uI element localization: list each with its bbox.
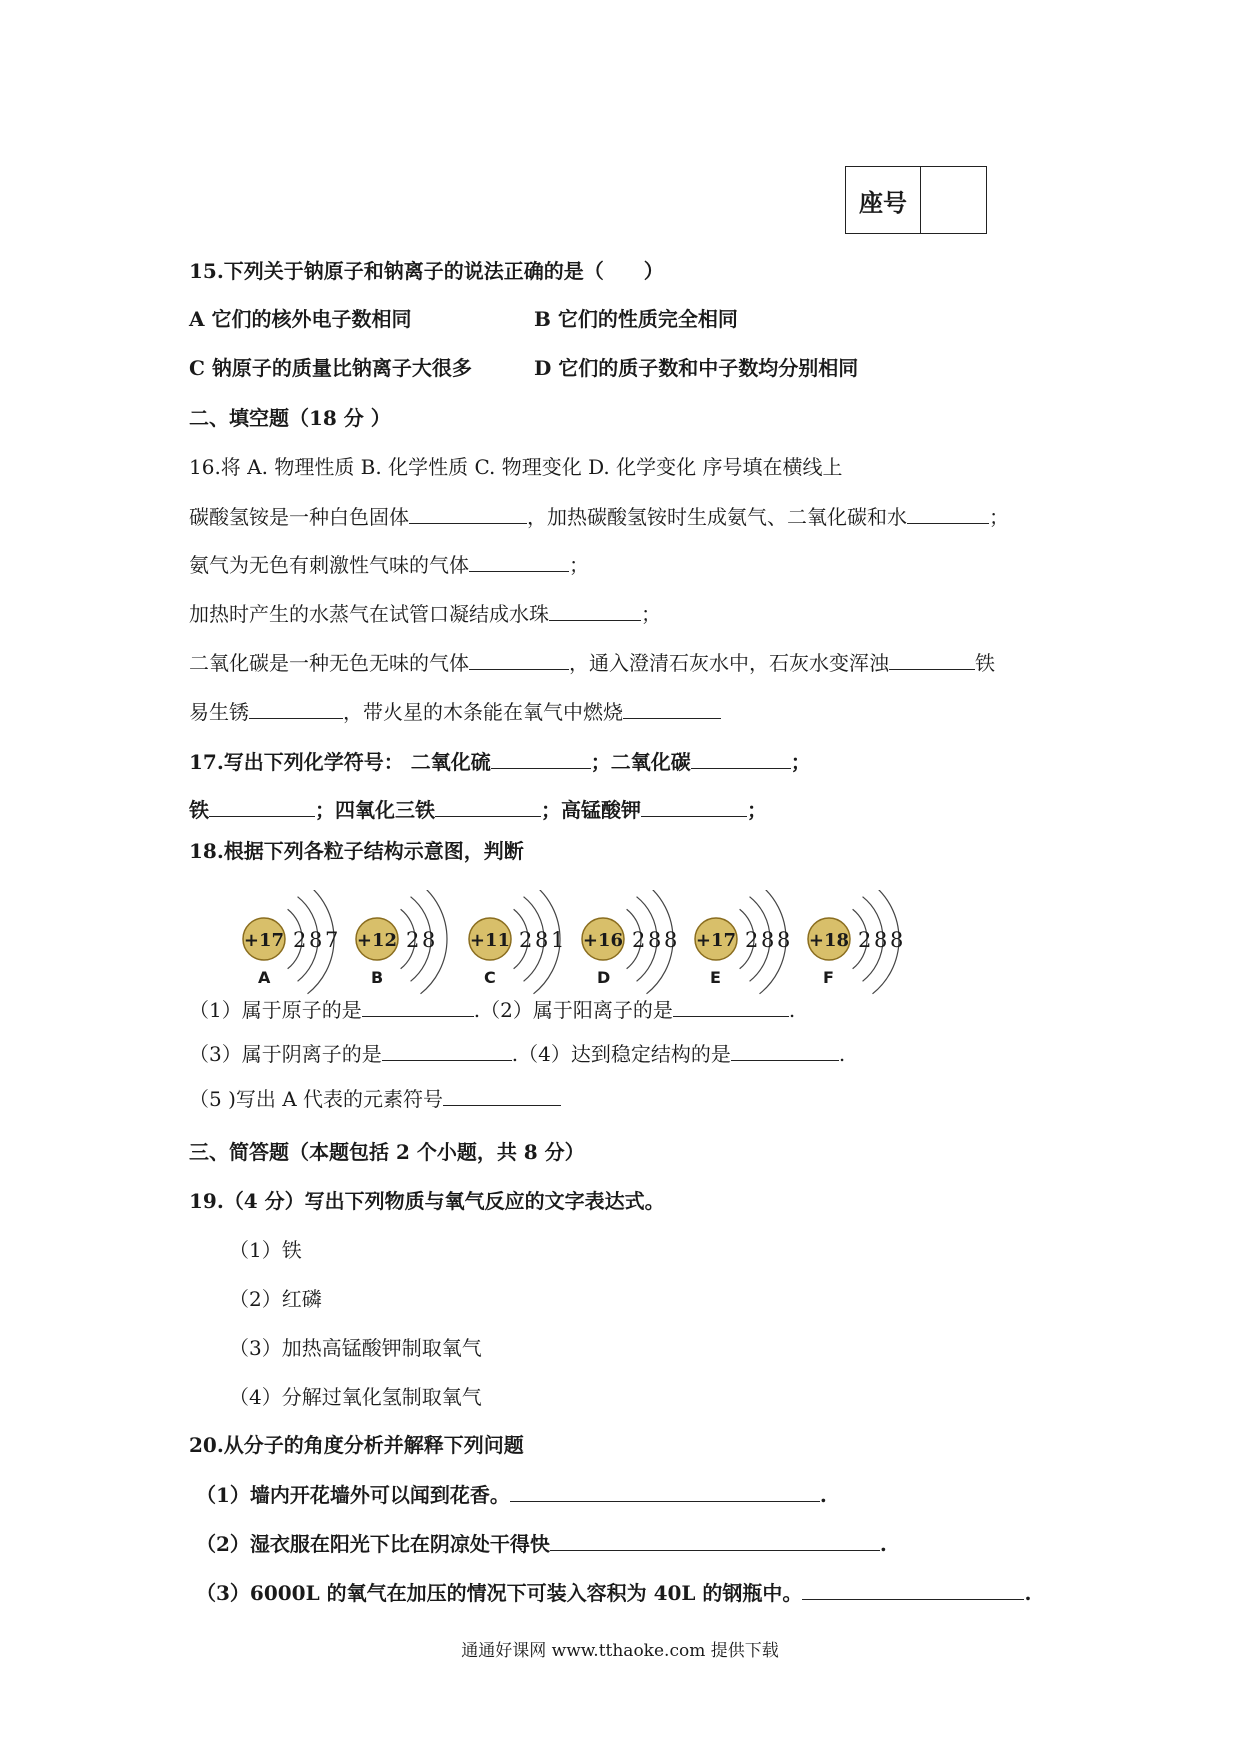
q16-text-5a: 易生锈 [189, 700, 249, 724]
q18-line-2 [189, 1040, 845, 1067]
q18-p4-end: . [838, 1042, 846, 1066]
particle-label: E [710, 968, 721, 987]
q16-text-2b: ； [569, 553, 589, 577]
particle-D [582, 890, 677, 994]
q20-item-1-text: （1）墙内开花墙外可以闻到花香。 [196, 1483, 510, 1507]
q16-text-1a: 碳酸氢铵是一种白色固体 [189, 505, 409, 529]
particle-structure-diagram [230, 890, 960, 995]
shell-electron-count: 8 [648, 928, 662, 952]
answer-blank[interactable] [409, 503, 527, 524]
q19-stem: 19.（4 分）写出下列物质与氧气反应的文字表达式。 [189, 1189, 665, 1213]
q15-option-a: A 它们的核外电子数相同 [189, 307, 412, 331]
answer-blank[interactable] [691, 748, 791, 769]
q20-item-3-end: . [1024, 1581, 1032, 1605]
answer-blank[interactable] [435, 796, 541, 817]
answer-blank[interactable] [673, 996, 789, 1017]
shell-electron-count: 1 [551, 928, 565, 952]
answer-blank[interactable] [731, 1040, 839, 1061]
particle-B [356, 890, 447, 994]
q18-stem: 18.根据下列各粒子结构示意图，判断 [189, 839, 524, 863]
q16-line-4 [189, 649, 995, 676]
q17-line-2 [189, 796, 767, 823]
shell-electron-count: 2 [632, 928, 646, 952]
seat-number-box [845, 166, 987, 234]
section-2-heading: 二、填空题（18 分 ） [189, 406, 391, 430]
q20-item-2-text: （2）湿衣服在阳光下比在阴凉处干得快 [196, 1532, 550, 1556]
answer-blank[interactable] [907, 503, 989, 524]
answer-blank[interactable] [491, 748, 591, 769]
q16-text-4a: 二氧化碳是一种无色无味的气体 [189, 651, 469, 675]
q20-item-1-end: . [819, 1483, 827, 1507]
particle-label: D [597, 968, 611, 987]
nucleus-charge: +12 [356, 930, 398, 951]
q19-item-4: （4）分解过氧化氢制取氧气 [229, 1385, 482, 1409]
q17-kmno4-label: ；高锰酸钾 [541, 798, 641, 822]
q15-option-c: C 钠原子的质量比钠离子大很多 [189, 356, 472, 380]
particle-label: C [484, 968, 496, 987]
q19-item-3: （3）加热高锰酸钾制取氧气 [229, 1336, 482, 1360]
q18-line-1 [189, 996, 795, 1023]
q18-p5: （5 )写出 A 代表的元素符号 [189, 1087, 444, 1111]
shell-electron-count: 8 [761, 928, 775, 952]
shell-electron-count: 8 [535, 928, 549, 952]
q16-text-5b: ，带火星的木条能在氧气中燃烧 [343, 700, 623, 724]
answer-blank[interactable] [469, 649, 569, 670]
answer-blank[interactable] [889, 649, 975, 670]
nucleus-charge: +16 [582, 930, 624, 951]
q18-p1: （1）属于原子的是 [189, 998, 362, 1022]
q15-stem: 15.下列关于钠原子和钠离子的说法正确的是（ ） [189, 259, 664, 283]
q18-line-3 [189, 1085, 561, 1112]
q18-p2-end: . [788, 998, 796, 1022]
nucleus-charge: +17 [243, 930, 285, 951]
q16-line-1 [189, 503, 1009, 530]
answer-blank[interactable] [469, 551, 569, 572]
q16-text-2a: 氨气为无色有刺激性气味的气体 [189, 553, 469, 577]
footer-source: 通通好课网 www.tthaoke.com 提供下载 [461, 1641, 779, 1661]
answer-blank[interactable] [549, 600, 641, 621]
nucleus-charge: +11 [469, 930, 511, 951]
shell-electron-count: 8 [664, 928, 678, 952]
q17-end-2: ； [747, 798, 767, 822]
q16-text-4b: ，通入澄清石灰水中，石灰水变浑浊 [569, 651, 889, 675]
shell-electron-count: 8 [777, 928, 791, 952]
shell-electron-count: 2 [293, 928, 307, 952]
answer-blank[interactable] [550, 1530, 880, 1551]
seat-label: 座号 [846, 167, 921, 233]
shell-electron-count: 2 [406, 928, 420, 952]
q17-co2-label: ；二氧化碳 [590, 750, 691, 774]
q17-fe-label: 铁 [189, 798, 209, 822]
q15-option-b: B 它们的性质完全相同 [534, 307, 738, 331]
q15-option-d: D 它们的质子数和中子数均分别相同 [534, 356, 859, 380]
particle-label: B [371, 968, 384, 987]
q20-item-3-text: （3）6000L 的氧气在加压的情况下可装入容积为 40L 的钢瓶中。 [196, 1581, 803, 1605]
answer-blank[interactable] [362, 996, 474, 1017]
shell-electron-count: 8 [309, 928, 323, 952]
particle-A [243, 890, 338, 994]
shell-electron-count: 7 [325, 928, 339, 952]
q16-line-5 [189, 698, 721, 725]
shell-electron-count: 8 [874, 928, 888, 952]
q19-item-2: （2）红磷 [229, 1287, 322, 1311]
particle-label: A [258, 968, 271, 987]
q16-line-2 [189, 551, 589, 578]
shell-electron-count: 2 [858, 928, 872, 952]
q16-stem: 16.将 A. 物理性质 B. 化学性质 C. 物理变化 D. 化学变化 序号填在横线上 [189, 455, 843, 479]
answer-blank[interactable] [249, 698, 343, 719]
q16-text-1b: ，加热碳酸氢铵时生成氨气、二氧化碳和水 [527, 505, 907, 529]
answer-blank[interactable] [382, 1040, 512, 1061]
q19-item-1: （1）铁 [229, 1238, 302, 1262]
q16-line-3 [189, 600, 661, 627]
shell-electron-count: 8 [422, 928, 436, 952]
q16-text-4c: 铁 [975, 651, 995, 675]
q20-item-2 [196, 1530, 887, 1557]
shell-electron-count: 8 [890, 928, 904, 952]
particle-E [695, 890, 790, 994]
q18-p4: .（4）达到稳定结构的是 [511, 1042, 731, 1066]
q18-p2: .（2）属于阳离子的是 [473, 998, 673, 1022]
q20-item-2-end: . [879, 1532, 887, 1556]
shell-electron-count: 2 [745, 928, 759, 952]
q16-text-3b: ； [641, 602, 661, 626]
nucleus-charge: +18 [808, 930, 850, 951]
q16-text-3a: 加热时产生的水蒸气在试管口凝结成水珠 [189, 602, 549, 626]
q20-stem: 20.从分子的角度分析并解释下列问题 [189, 1433, 524, 1457]
nucleus-charge: +17 [695, 930, 737, 951]
q17-fe3o4-label: ；四氧化三铁 [315, 798, 435, 822]
q17-line-1 [189, 748, 811, 775]
q16-text-1c: ； [989, 505, 1009, 529]
answer-blank[interactable] [510, 1481, 820, 1502]
particle-F [808, 890, 903, 994]
shell-electron-count: 2 [519, 928, 533, 952]
particle-label: F [823, 968, 834, 987]
answer-blank[interactable] [623, 698, 721, 719]
seat-value [921, 167, 986, 233]
q18-p3: （3）属于阴离子的是 [189, 1042, 382, 1066]
answer-blank[interactable] [802, 1579, 1024, 1600]
q17-end-1: ； [790, 750, 811, 774]
particle-C [469, 890, 564, 994]
answer-blank[interactable] [443, 1085, 561, 1106]
section-3-heading: 三、简答题（本题包括 2 个小题，共 8 分） [189, 1140, 585, 1164]
q20-item-3 [196, 1579, 1031, 1606]
q20-item-1 [196, 1481, 827, 1508]
answer-blank[interactable] [641, 796, 747, 817]
answer-blank[interactable] [209, 796, 315, 817]
q17-stem: 17.写出下列化学符号： 二氧化硫 [189, 750, 491, 774]
